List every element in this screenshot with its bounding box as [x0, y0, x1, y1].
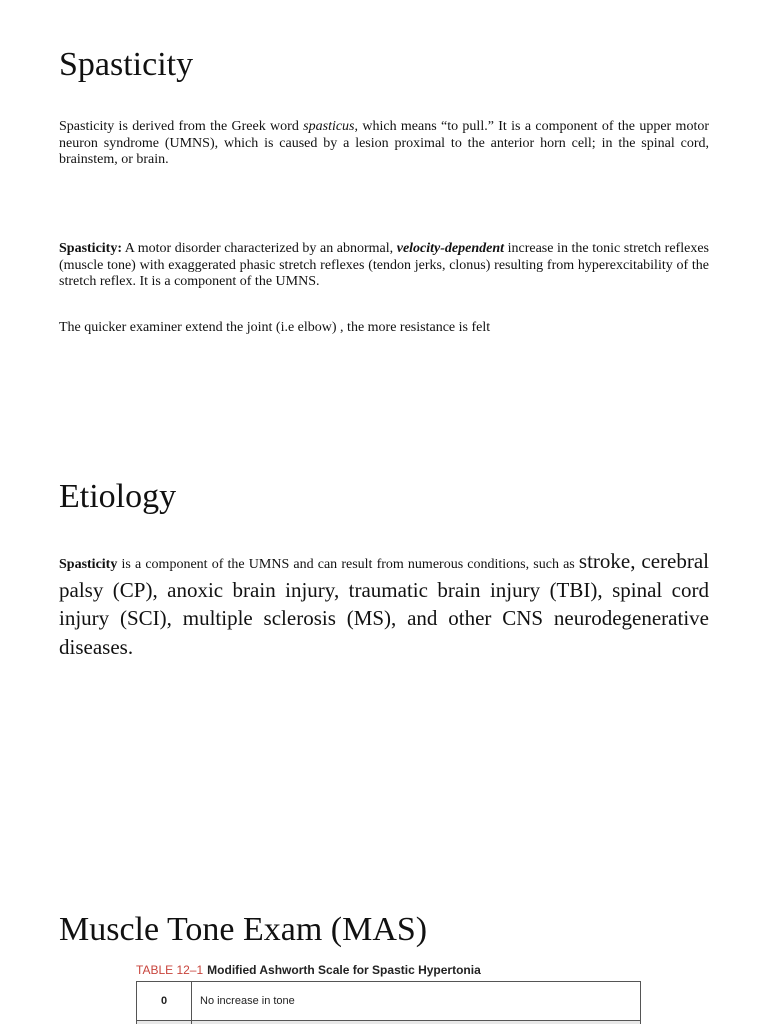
table-label: TABLE 12–1	[136, 963, 204, 977]
velocity-dependent-term: velocity-dependent	[396, 241, 505, 256]
table-cell-score-next	[137, 1021, 192, 1024]
examiner-note: The quicker examiner extend the joint (i.e elbow) , the more resistance is felt	[59, 320, 491, 335]
table-cell-description: No increase in tone	[192, 982, 641, 1021]
heading-spasticity: Spasticity	[59, 46, 194, 83]
table-cell-score: 0	[137, 982, 192, 1021]
modified-ashworth-table	[136, 981, 641, 1024]
table-title: Modified Ashworth Scale for Spastic Hypertonia	[207, 963, 481, 977]
spasticus-term: spasticus	[303, 119, 355, 134]
spasticity-definition-paragraph	[59, 119, 709, 169]
etiology-text1: is a component of the UMNS and can result from numerous conditions, such as	[117, 557, 579, 572]
table-cell-description-next	[192, 1021, 641, 1024]
spasticity-p2-text2: increase in the tonic stretch reflexes (muscle tone) with exaggerated phasic stretch reflexes (tendon jerks, clonus) resulting from hyperexcitability of the stretch reflex. It is a component of the UMNS.	[59, 241, 709, 289]
spasticity-p2-text1: A motor disorder characterized by an abnormal,	[122, 241, 397, 256]
table-row-next	[137, 1021, 641, 1024]
etiology-conditions: stroke, cerebral palsy (CP), anoxic brain injury, traumatic brain injury (TBI), spinal cord injury (SCI), multiple sclerosis (MS), and other CNS neurodegenerative diseases.	[59, 549, 709, 659]
table-row	[137, 982, 641, 1021]
spasticity-term-label: Spasticity:	[59, 241, 122, 256]
spasticity-p1-text2: , which means “to pull.” It is a component of the upper motor neuron syndrome (UMNS), which is caused by a lesion proximal to the anterior horn cell; in the spinal cord, brainstem, or brain.	[59, 119, 709, 167]
etiology-term: Spasticity	[59, 557, 118, 572]
spasticity-p1-text1: Spasticity is derived from the Greek word	[59, 119, 304, 134]
heading-muscle-tone-exam: Muscle Tone Exam (MAS)	[59, 911, 428, 948]
heading-etiology: Etiology	[59, 478, 177, 515]
etiology-paragraph	[59, 549, 709, 663]
table-caption	[136, 963, 481, 977]
spasticity-medical-definition	[59, 241, 709, 291]
